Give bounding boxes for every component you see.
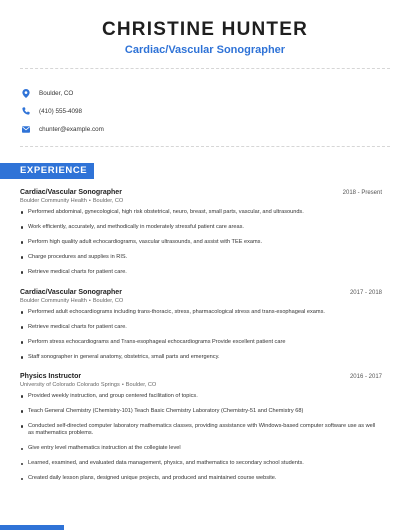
job-entry xyxy=(20,289,382,369)
job-title: Cardiac/Vascular Sonographer xyxy=(20,189,122,196)
organization-name: University of Colorado Colorado Springs xyxy=(20,382,120,388)
organization-location: Boulder, CO xyxy=(125,382,157,388)
experience-section-heading: EXPERIENCE xyxy=(0,163,94,179)
list-item: Perform high quality adult echocardiograms, vascular ultrasounds, and assist with TEE exams. xyxy=(20,239,382,246)
email-text[interactable]: chunter@example.com xyxy=(39,125,104,133)
email-icon xyxy=(22,122,38,136)
job-bullets xyxy=(20,209,382,276)
job-organization: Boulder Community Health • Boulder, CO xyxy=(20,198,124,204)
job-title: Physics Instructor xyxy=(20,373,82,380)
contact-phone xyxy=(22,102,104,120)
job-bullets xyxy=(20,393,382,483)
list-item: Staff sonographer in general anatomy, obstetrics, small parts and emergency. xyxy=(20,354,382,361)
job-dates: 2016 - 2017 xyxy=(349,374,382,380)
contact-email xyxy=(22,120,104,138)
job-bullets xyxy=(20,309,382,361)
job-title: Cardiac/Vascular Sonographer xyxy=(20,289,122,296)
next-section-heading-bar xyxy=(0,525,64,530)
list-item: Created daily lesson plans, designed unique projects, and produced and maintained course website. xyxy=(20,475,382,482)
organization-location: Boulder, CO xyxy=(92,198,124,204)
candidate-name: CHRISTINE HUNTER xyxy=(101,19,309,40)
list-item: Perform stress echocardiograms and Trans-esophageal echocardiograms Provide excellent patient care xyxy=(20,339,382,346)
phone-text[interactable]: (410) 555-4098 xyxy=(39,107,83,115)
organization-name: Boulder Community Health xyxy=(20,198,87,204)
job-organization: Boulder Community Health • Boulder, CO xyxy=(20,298,124,304)
list-item: Retrieve medical charts for patient care. xyxy=(20,269,382,276)
list-item: Give entry level mathematics instruction at the collegiate level xyxy=(20,445,382,452)
contact-divider xyxy=(20,146,390,147)
list-item: Work efficiently, accurately, and methodically in moderately stressful patient care areas. xyxy=(20,224,382,231)
job-organization: University of Colorado Colorado Springs • Boulder, CO xyxy=(20,382,157,388)
location-text: Boulder, CO xyxy=(39,89,74,97)
phone-icon xyxy=(22,104,38,118)
list-item: Charge procedures and supplies in RIS. xyxy=(20,254,382,261)
organization-location: Boulder, CO xyxy=(92,298,124,304)
job-entry xyxy=(20,373,382,490)
contact-location xyxy=(22,84,104,102)
list-item: Provided weekly instruction, and group centered facilitation of topics. xyxy=(20,393,382,400)
job-dates: 2018 - Present xyxy=(342,190,382,196)
list-item: Retrieve medical charts for patient care. xyxy=(20,324,382,331)
location-pin-icon xyxy=(22,86,38,100)
list-item: Learned, examined, and evaluated data management, physics, and mathematics to secondary school students. xyxy=(20,460,382,467)
contact-info xyxy=(22,84,104,138)
list-item: Teach General Chemistry (Chemistry-101) Teach Basic Chemistry Laboratory (Chemistry-51 and Chemistry 68) xyxy=(20,408,382,415)
job-title-heading: Cardiac/Vascular Sonographer xyxy=(124,44,286,56)
list-item: Performed adult echocardiograms including trans-thoracic, stress, pharmacological stress and trans-esophageal exams. xyxy=(20,309,382,316)
organization-name: Boulder Community Health xyxy=(20,298,87,304)
list-item: Conducted self-directed computer laboratory mathematics classes, providing assistance with Windows-based computer software use as well as mathematics problems. xyxy=(20,423,382,438)
resume-header xyxy=(0,0,410,57)
header-divider xyxy=(20,68,390,69)
job-entry xyxy=(20,189,382,284)
list-item: Performed abdominal, gynecological, high risk obstetrical, neuro, breast, small parts, vascular, and ultrasounds. xyxy=(20,209,382,216)
job-dates: 2017 - 2018 xyxy=(349,290,382,296)
